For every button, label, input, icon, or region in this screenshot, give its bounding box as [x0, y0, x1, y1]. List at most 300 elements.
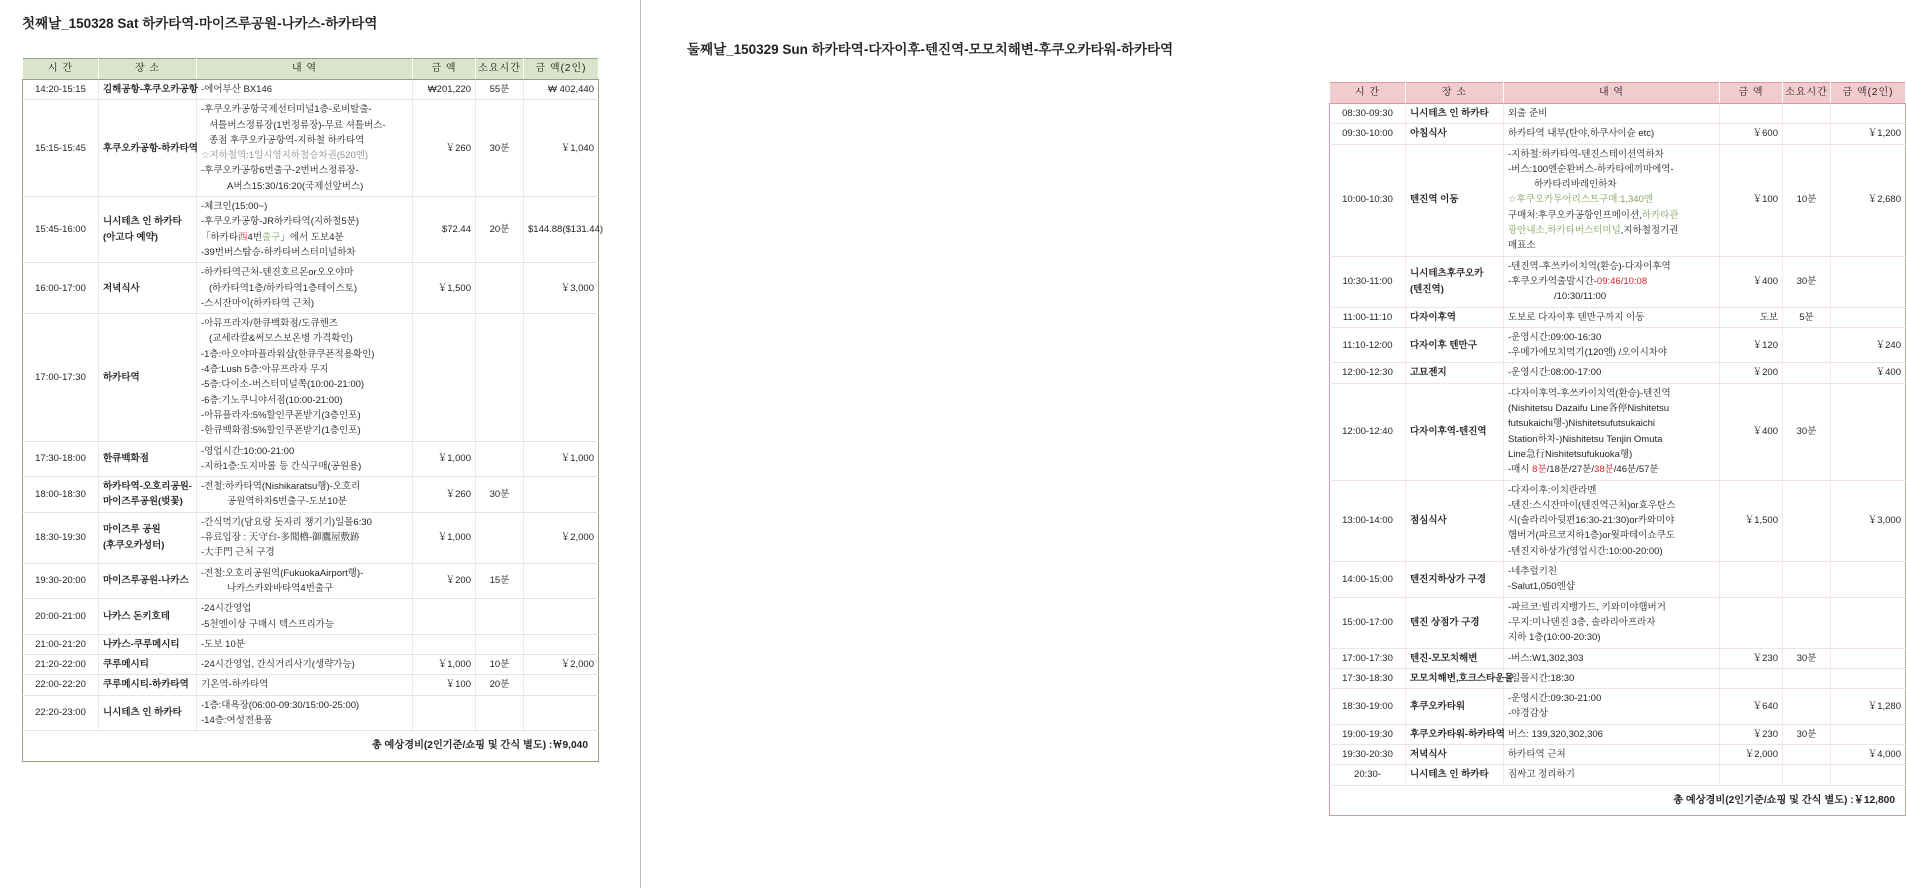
col-header-duration: 소요시간: [476, 59, 524, 80]
col-header-amount2: 금 액(2인): [1831, 83, 1906, 104]
table-row: [1330, 383, 1906, 480]
detail-line: -24시간영업: [201, 603, 252, 615]
day2-table-head: [1330, 83, 1906, 104]
cell-place: [1406, 597, 1504, 648]
detail-line: -간식먹기(담요랑 돗자리 챙기기)일몰6:30: [201, 516, 372, 528]
place-line: 쿠루메시티-하카타역: [103, 679, 189, 691]
place-line: 니시테츠 인 하카타: [1410, 108, 1489, 119]
table-row: [1330, 144, 1906, 256]
place-line: 한큐백화점: [103, 453, 149, 465]
place-line: 니시테츠 인 하카타: [1410, 769, 1489, 781]
cell-amount: ￥1,000: [413, 655, 476, 675]
place-line: 김해공항-후쿠오카공항: [103, 84, 198, 95]
detail-line: -운영시간:09:30-21:00: [1508, 693, 1602, 705]
cell-amount-2persons: ￥4,000: [1831, 744, 1906, 764]
place-line: (텐진역): [1410, 283, 1444, 295]
detail-line: -일몰시간:18:30: [1508, 672, 1575, 684]
detail-line: 하카타역 내부(탄야,하쿠사이슌 etc): [1508, 128, 1655, 140]
table-row: [23, 655, 599, 675]
day2-table-body: [1330, 104, 1906, 786]
place-line: 다자이후역: [1410, 311, 1456, 323]
place-line: 하카타역: [103, 371, 140, 383]
col-header-amount: 금 액: [413, 59, 476, 80]
place-line: 텐진 상점가 구경: [1410, 616, 1480, 628]
cell-amount-2persons: [1831, 383, 1906, 480]
cell-place: [1406, 744, 1504, 764]
cell-time: 11:10-12:00: [1330, 327, 1406, 363]
day2-schedule-table: [1329, 82, 1906, 816]
place-line: 니시테츠후쿠오카: [1410, 268, 1484, 280]
day1-total: 총 예상경비(2인기준/쇼핑 및 간식 별도) :￦9,040: [23, 731, 599, 761]
cell-place: [99, 695, 197, 731]
detail-line: -지하철:하카타역-텐진스테이션역하차: [1508, 148, 1664, 160]
cell-amount-2persons: [1831, 597, 1906, 648]
place-line: 저녁식사: [1410, 748, 1447, 760]
cell-place: [99, 675, 197, 695]
cell-duration: 5분: [1783, 307, 1831, 327]
cell-detail: [1504, 744, 1720, 764]
cell-time: 16:00-17:00: [23, 263, 99, 314]
cell-place: [1406, 124, 1504, 144]
table-row: [1330, 363, 1906, 383]
cell-amount: ￥100: [1720, 144, 1783, 256]
detail-line: -텐진:스시잔마이(텐진역근처)or효우탄스: [1508, 499, 1676, 511]
place-line: 쿠루메시티: [103, 659, 149, 671]
cell-amount: ￥200: [413, 563, 476, 599]
cell-time: 12:00-12:30: [1330, 363, 1406, 383]
place-line: 텐진지하상가 구경: [1410, 573, 1487, 585]
table-row: [23, 512, 599, 563]
day1-table-foot: [23, 731, 599, 761]
cell-detail: [197, 197, 413, 263]
detail-line: -후쿠오카역출발시간-09:46/10:08: [1508, 275, 1648, 287]
detail-line: /10:30/11:00: [1554, 291, 1607, 303]
cell-amount: [413, 634, 476, 654]
place-line: 마이즈루공원(벚꽃): [103, 496, 183, 508]
cell-amount-2persons: [1831, 668, 1906, 688]
detail-line: 공원역하차5번출구-도보10분: [227, 496, 347, 508]
table-row: [23, 197, 599, 263]
cell-duration: 30분: [1783, 256, 1831, 307]
place-line: 다자이후역-텐진역: [1410, 425, 1487, 437]
place-line: (아고다 예약): [103, 231, 158, 243]
table-row: [1330, 597, 1906, 648]
table-row: [23, 80, 599, 100]
cell-amount-2persons: [524, 634, 599, 654]
cell-amount: [413, 314, 476, 441]
cell-time: 17:30-18:30: [1330, 668, 1406, 688]
table-row: [1330, 327, 1906, 363]
cell-amount-2persons: ￥240: [1831, 327, 1906, 363]
cell-duration: [1783, 562, 1831, 598]
cell-amount-2persons: ￥2,680: [1831, 144, 1906, 256]
cell-amount: ￥1,500: [413, 263, 476, 314]
cell-amount-2persons: ￥1,200: [1831, 124, 1906, 144]
detail-line: -운영시간:09:00-16:30: [1508, 331, 1602, 343]
detail-line: -체크인(15:00~): [201, 201, 268, 213]
cell-time: 15:45-16:00: [23, 197, 99, 263]
cell-detail: [197, 655, 413, 675]
detail-line: 광안내소,하카타버스터미널,지하철정기권: [1508, 225, 1679, 237]
cell-duration: 10분: [476, 655, 524, 675]
table-row: [23, 441, 599, 477]
cell-place: [1406, 562, 1504, 598]
place-line: 하카타역-오호리공원-: [103, 481, 192, 493]
cell-amount-2persons: [1831, 562, 1906, 598]
detail-line: 짐싸고 정리하기: [1508, 769, 1575, 781]
col-header-detail: 내 역: [1504, 83, 1720, 104]
cell-time: 17:00-17:30: [23, 314, 99, 441]
detail-line: 나카스카와바타역4번출구: [227, 582, 334, 594]
table-row: [1330, 562, 1906, 598]
cell-place: [99, 263, 197, 314]
cell-amount-2persons: [524, 599, 599, 635]
cell-time: 10:30-11:00: [1330, 256, 1406, 307]
cell-time: 19:30-20:30: [1330, 744, 1406, 764]
table-row: [1330, 124, 1906, 144]
detail-line: -버스:100엔순환버스-하카타에끼마에역-: [1508, 163, 1674, 175]
col-header-duration: 소요시간: [1783, 83, 1831, 104]
detail-line: -파르코:빌리지뱅가드, 키와미야햄버거: [1508, 601, 1666, 613]
detail-line: 매표소: [1508, 240, 1536, 252]
cell-detail: [197, 80, 413, 100]
cell-detail: [1504, 363, 1720, 383]
detail-line: 햄버거(파르코지하1층)or웟파테이쇼쿠도: [1508, 530, 1675, 542]
detail-line: 외출 준비: [1508, 108, 1548, 119]
cell-place: [99, 655, 197, 675]
detail-line: 기온역-하카타역: [201, 679, 269, 691]
cell-place: [1406, 327, 1504, 363]
detail-line: -하카타역근처-텐진호르몬or오오야마: [201, 267, 354, 279]
cell-amount-2persons: [524, 563, 599, 599]
cell-detail: [1504, 724, 1720, 744]
detail-line: 도보로 다자이후 텐만구까지 이동: [1508, 311, 1645, 323]
detail-line: 셔틀버스정류장(1번정류장)-무료 셔틀버스-: [209, 119, 386, 131]
cell-duration: 55분: [476, 80, 524, 100]
cell-amount-2persons: [524, 675, 599, 695]
place-line: 후쿠오카타워: [1410, 700, 1466, 712]
cell-amount: [413, 599, 476, 635]
place-line: 니시테츠 인 하카타: [103, 707, 182, 719]
detail-line: -아뮤프라자/한큐백화점/도큐핸즈: [201, 318, 338, 330]
detail-line: -아뮤플라자:5%할인쿠폰받기(3층인포): [201, 409, 361, 421]
cell-amount: [1720, 765, 1783, 785]
table-row: [1330, 689, 1906, 725]
table-row: [1330, 480, 1906, 561]
cell-place: [99, 512, 197, 563]
cell-amount: $72.44: [413, 197, 476, 263]
cell-detail: [197, 634, 413, 654]
place-line: 고묘젠지: [1410, 367, 1447, 379]
cell-duration: 10분: [1783, 144, 1831, 256]
detail-line: -유료입장 : 天守台-多聞櫓-御鷹屋敷跡: [201, 532, 360, 544]
detail-line: -6층:기노쿠니야서점(10:00-21:00): [201, 394, 343, 406]
table-row: [1330, 744, 1906, 764]
cell-amount: ￥200: [1720, 363, 1783, 383]
detail-line: 하카타리바레인하차: [1534, 179, 1617, 191]
cell-amount: ￥2,000: [1720, 744, 1783, 764]
place-line: 텐진-모모치해변: [1410, 652, 1478, 664]
cell-amount: ￥120: [1720, 327, 1783, 363]
cell-duration: [476, 314, 524, 441]
cell-amount-2persons: ₩ 402,440: [524, 80, 599, 100]
cell-time: 09:30-10:00: [1330, 124, 1406, 144]
cell-place: [99, 634, 197, 654]
cell-place: [99, 477, 197, 513]
cell-duration: 15분: [476, 563, 524, 599]
cell-amount-2persons: [1831, 307, 1906, 327]
place-line: 마이즈루공원-나카스: [103, 575, 189, 587]
detail-line: -전철:오호리공원역(FukuokaAirport행)-: [201, 567, 364, 579]
cell-amount: [413, 695, 476, 731]
cell-place: [1406, 104, 1504, 124]
cell-duration: [476, 599, 524, 635]
table-row: [1330, 668, 1906, 688]
detail-line: futsukaichi행-)Nishitetsufutsukaichi: [1508, 418, 1655, 430]
cell-amount-2persons: [524, 695, 599, 731]
cell-duration: 30분: [1783, 724, 1831, 744]
col-header-time: 시 간: [1330, 83, 1406, 104]
cell-detail: [197, 314, 413, 441]
detail-line: -4층:Lush 5층:아뮤프라자 무지: [201, 364, 329, 376]
cell-amount-2persons: ￥1,000: [524, 441, 599, 477]
header-row: [1330, 83, 1906, 104]
table-row: [1330, 724, 1906, 744]
detail-line: -14층:여성전용품: [201, 714, 273, 726]
cell-amount: ￥1,000: [413, 441, 476, 477]
table-row: [23, 695, 599, 731]
detail-line: -버스:W1,302,303: [1508, 652, 1584, 664]
cell-amount: ￥400: [1720, 256, 1783, 307]
cell-time: 17:30-18:00: [23, 441, 99, 477]
total-row: [23, 731, 599, 761]
cell-amount-2persons: [1831, 648, 1906, 668]
cell-detail: [197, 695, 413, 731]
cell-place: [1406, 668, 1514, 688]
cell-amount: ￥600: [1720, 124, 1783, 144]
col-header-amount2: 금 액(2인): [524, 59, 599, 80]
cell-duration: [1783, 124, 1831, 144]
day2-total: 총 예상경비(2인기준/쇼핑 및 간식 별도) :￥12,800: [1330, 785, 1906, 815]
detail-line: -스시잔마이(하카타역 근처): [201, 297, 315, 309]
cell-amount-2persons: $144.88($131.44): [524, 197, 599, 263]
col-header-amount: 금 액: [1720, 83, 1783, 104]
cell-detail: [1504, 562, 1720, 598]
detail-line: -大手門 근처 구경: [201, 547, 275, 559]
place-line: 니시테츠 인 하카타: [103, 216, 182, 228]
table-row: [1330, 256, 1906, 307]
cell-amount: ￥230: [1720, 724, 1783, 744]
cell-amount: ￥260: [413, 477, 476, 513]
place-line: 점심식사: [1410, 515, 1447, 527]
table-row: [1330, 765, 1906, 785]
cell-duration: 30분: [1783, 648, 1831, 668]
cell-amount-2persons: [1831, 256, 1906, 307]
table-row: [23, 477, 599, 513]
cell-duration: 30분: [476, 477, 524, 513]
cell-place: [99, 599, 197, 635]
cell-detail: [1504, 104, 1720, 124]
day2-title: 둘째날_150329 Sun 하카타역-다자이후-텐진역-모모치해변-후쿠오카타워-하카타역: [687, 42, 1174, 57]
cell-amount: 도보: [1720, 307, 1783, 327]
day1-table-head: [23, 59, 599, 80]
table-row: [23, 100, 599, 197]
cell-detail: [1504, 124, 1720, 144]
detail-line: ☆후쿠오카투어리스트구매:1,340엔: [1508, 194, 1654, 206]
detail-line: -5층:다이소-버스터미널쪽(10:00-21:00): [201, 379, 365, 391]
cell-place: [1406, 363, 1504, 383]
place-line: 나카스 돈키호테: [103, 610, 170, 622]
cell-amount-2persons: ￥3,000: [524, 263, 599, 314]
table-row: [23, 634, 599, 654]
cell-time: 21:00-21:20: [23, 634, 99, 654]
detail-line: -한큐백화점:5%할인쿠폰받기(1층인포): [201, 425, 361, 437]
cell-amount-2persons: ￥1,040: [524, 100, 599, 197]
panel-divider: [640, 0, 641, 888]
place-line: 다자이후 텐만구: [1410, 339, 1477, 351]
detail-line: -영업시간:10:00-21:00: [201, 445, 295, 457]
cell-amount: ￥640: [1720, 689, 1783, 725]
cell-time: 10:00-10:30: [1330, 144, 1406, 256]
detail-line: -지하1층:도지마롤 등 간식구매(공원용): [201, 460, 362, 472]
day1-title: 첫째날_150328 Sat 하카타역-마이즈루공원-나카스-하카타역: [22, 16, 378, 31]
detail-line: -에어부산 BX146: [201, 84, 273, 95]
cell-amount-2persons: [1831, 724, 1906, 744]
cell-amount: ￥400: [1720, 383, 1783, 480]
place-line: 후쿠오카공항-하카타역: [103, 142, 198, 154]
col-header-place: 장 소: [1406, 83, 1504, 104]
cell-place: [99, 314, 197, 441]
cell-time: 20:30-: [1330, 765, 1406, 785]
cell-amount-2persons: ￥2,000: [524, 655, 599, 675]
cell-detail: [1504, 597, 1720, 648]
place-line: 마이즈루 공원: [103, 524, 161, 536]
cell-duration: [476, 441, 524, 477]
cell-duration: [1783, 765, 1831, 785]
cell-detail: [1504, 689, 1720, 725]
col-header-time: 시 간: [23, 59, 99, 80]
detail-line: -다자이후:이치란라멘: [1508, 484, 1597, 496]
detail-line: (하카타역1층/하카타역1층테이스토): [209, 282, 358, 294]
header-row: [23, 59, 599, 80]
cell-detail: [1504, 480, 1720, 561]
cell-place: [1406, 480, 1504, 561]
cell-amount: [1720, 562, 1783, 598]
detail-line: 「하카타西4번출구」에서 도보4분: [201, 231, 344, 243]
cell-time: 17:00-17:30: [1330, 648, 1406, 668]
cell-duration: 30분: [476, 100, 524, 197]
detail-line: -전철:하카타역(Nishikaratsu행)-오호리: [201, 481, 361, 493]
cell-duration: [1783, 363, 1831, 383]
table-row: [1330, 104, 1906, 124]
cell-time: 18:30-19:00: [1330, 689, 1406, 725]
detail-line: Line急行Nishitetsufukuoka행): [1508, 448, 1633, 460]
cell-detail: [1504, 383, 1720, 480]
detail-line: Station하차-)Nishitetsu Tenjin Omuta: [1508, 433, 1663, 445]
cell-detail: [1504, 256, 1720, 307]
detail-line: -야경감상: [1508, 708, 1548, 720]
cell-duration: [476, 695, 524, 731]
detail-line: -후쿠오카공항-JR하카타역(지하철5분): [201, 216, 360, 228]
table-row: [23, 314, 599, 441]
cell-time: 12:00-12:40: [1330, 383, 1406, 480]
place-line: 후쿠오카타워-하카타역: [1410, 728, 1505, 740]
place-line: (후쿠오카성터): [103, 539, 165, 551]
day1-schedule-table: [22, 58, 604, 762]
cell-detail: [1504, 144, 1720, 256]
cell-amount: ￥1,500: [1720, 480, 1783, 561]
detail-line: -5천엔이상 구매시 텍스프리가능: [201, 618, 335, 630]
cell-amount: [1720, 597, 1783, 648]
cell-place: [99, 197, 197, 263]
cell-time: 18:30-19:30: [23, 512, 99, 563]
table-row: [23, 263, 599, 314]
cell-detail: [1504, 648, 1720, 668]
cell-place: [1406, 256, 1504, 307]
detail-line: 시(솔라리아뒷편16:30-21:30)or카와미야: [1508, 515, 1675, 527]
cell-detail: [197, 599, 413, 635]
detail-line: -도보 10분: [201, 638, 245, 650]
day2-table-foot: [1330, 785, 1906, 815]
detail-line: -1층:대욕장(06:00-09:30/15:00-25:00): [201, 699, 360, 711]
col-header-place: 장 소: [99, 59, 197, 80]
cell-place: [1406, 383, 1504, 480]
place-line: 저녁식사: [103, 282, 140, 294]
table-row: [23, 675, 599, 695]
detail-line: -운영시간:08:00-17:00: [1508, 367, 1602, 379]
cell-time: 08:30-09:30: [1330, 104, 1406, 124]
cell-amount-2persons: ￥3,000: [1831, 480, 1906, 561]
cell-amount: ￥230: [1720, 648, 1783, 668]
detail-line: 종점 후쿠오카공항역-지하철 하카타역: [209, 134, 365, 146]
detail-line: (교세라칼&써모스보온병 가격확인): [209, 333, 353, 345]
cell-detail: [197, 263, 413, 314]
cell-duration: [476, 263, 524, 314]
detail-line: 버스: 139,320,302,306: [1508, 728, 1603, 740]
cell-amount: ￥260: [413, 100, 476, 197]
cell-duration: 20분: [476, 675, 524, 695]
cell-amount: ₩201,220: [413, 80, 476, 100]
cell-detail: [197, 100, 413, 197]
cell-place: [1406, 765, 1504, 785]
place-line: 텐진역 이동: [1410, 194, 1459, 206]
detail-line: -후쿠오카공항6번출구-2번버스정류장-: [201, 165, 359, 177]
cell-detail: [1504, 307, 1720, 327]
cell-place: [1406, 689, 1504, 725]
place-line: 나카스-쿠루메시티: [103, 638, 180, 650]
cell-duration: [1783, 597, 1831, 648]
cell-amount-2persons: ￥1,280: [1831, 689, 1906, 725]
cell-amount-2persons: [1831, 765, 1906, 785]
cell-time: 19:00-19:30: [1330, 724, 1406, 744]
cell-duration: [1783, 480, 1831, 561]
cell-detail: [197, 563, 413, 599]
place-line: 모모치해변,호크스타운몰: [1410, 672, 1514, 684]
cell-amount-2persons: [1831, 104, 1906, 124]
cell-time: 20:00-21:00: [23, 599, 99, 635]
cell-place: [1406, 307, 1504, 327]
table-row: [23, 563, 599, 599]
cell-place: [1406, 724, 1504, 744]
cell-duration: 20분: [476, 197, 524, 263]
cell-duration: [1783, 744, 1831, 764]
total-row: [1330, 785, 1906, 815]
detail-line: -무지:미나텐진 3층, 솔라리아프라자: [1508, 616, 1656, 628]
cell-amount-2persons: ￥2,000: [524, 512, 599, 563]
cell-time: 15:15-15:45: [23, 100, 99, 197]
cell-time: 13:00-14:00: [1330, 480, 1406, 561]
cell-duration: 30분: [1783, 383, 1831, 480]
